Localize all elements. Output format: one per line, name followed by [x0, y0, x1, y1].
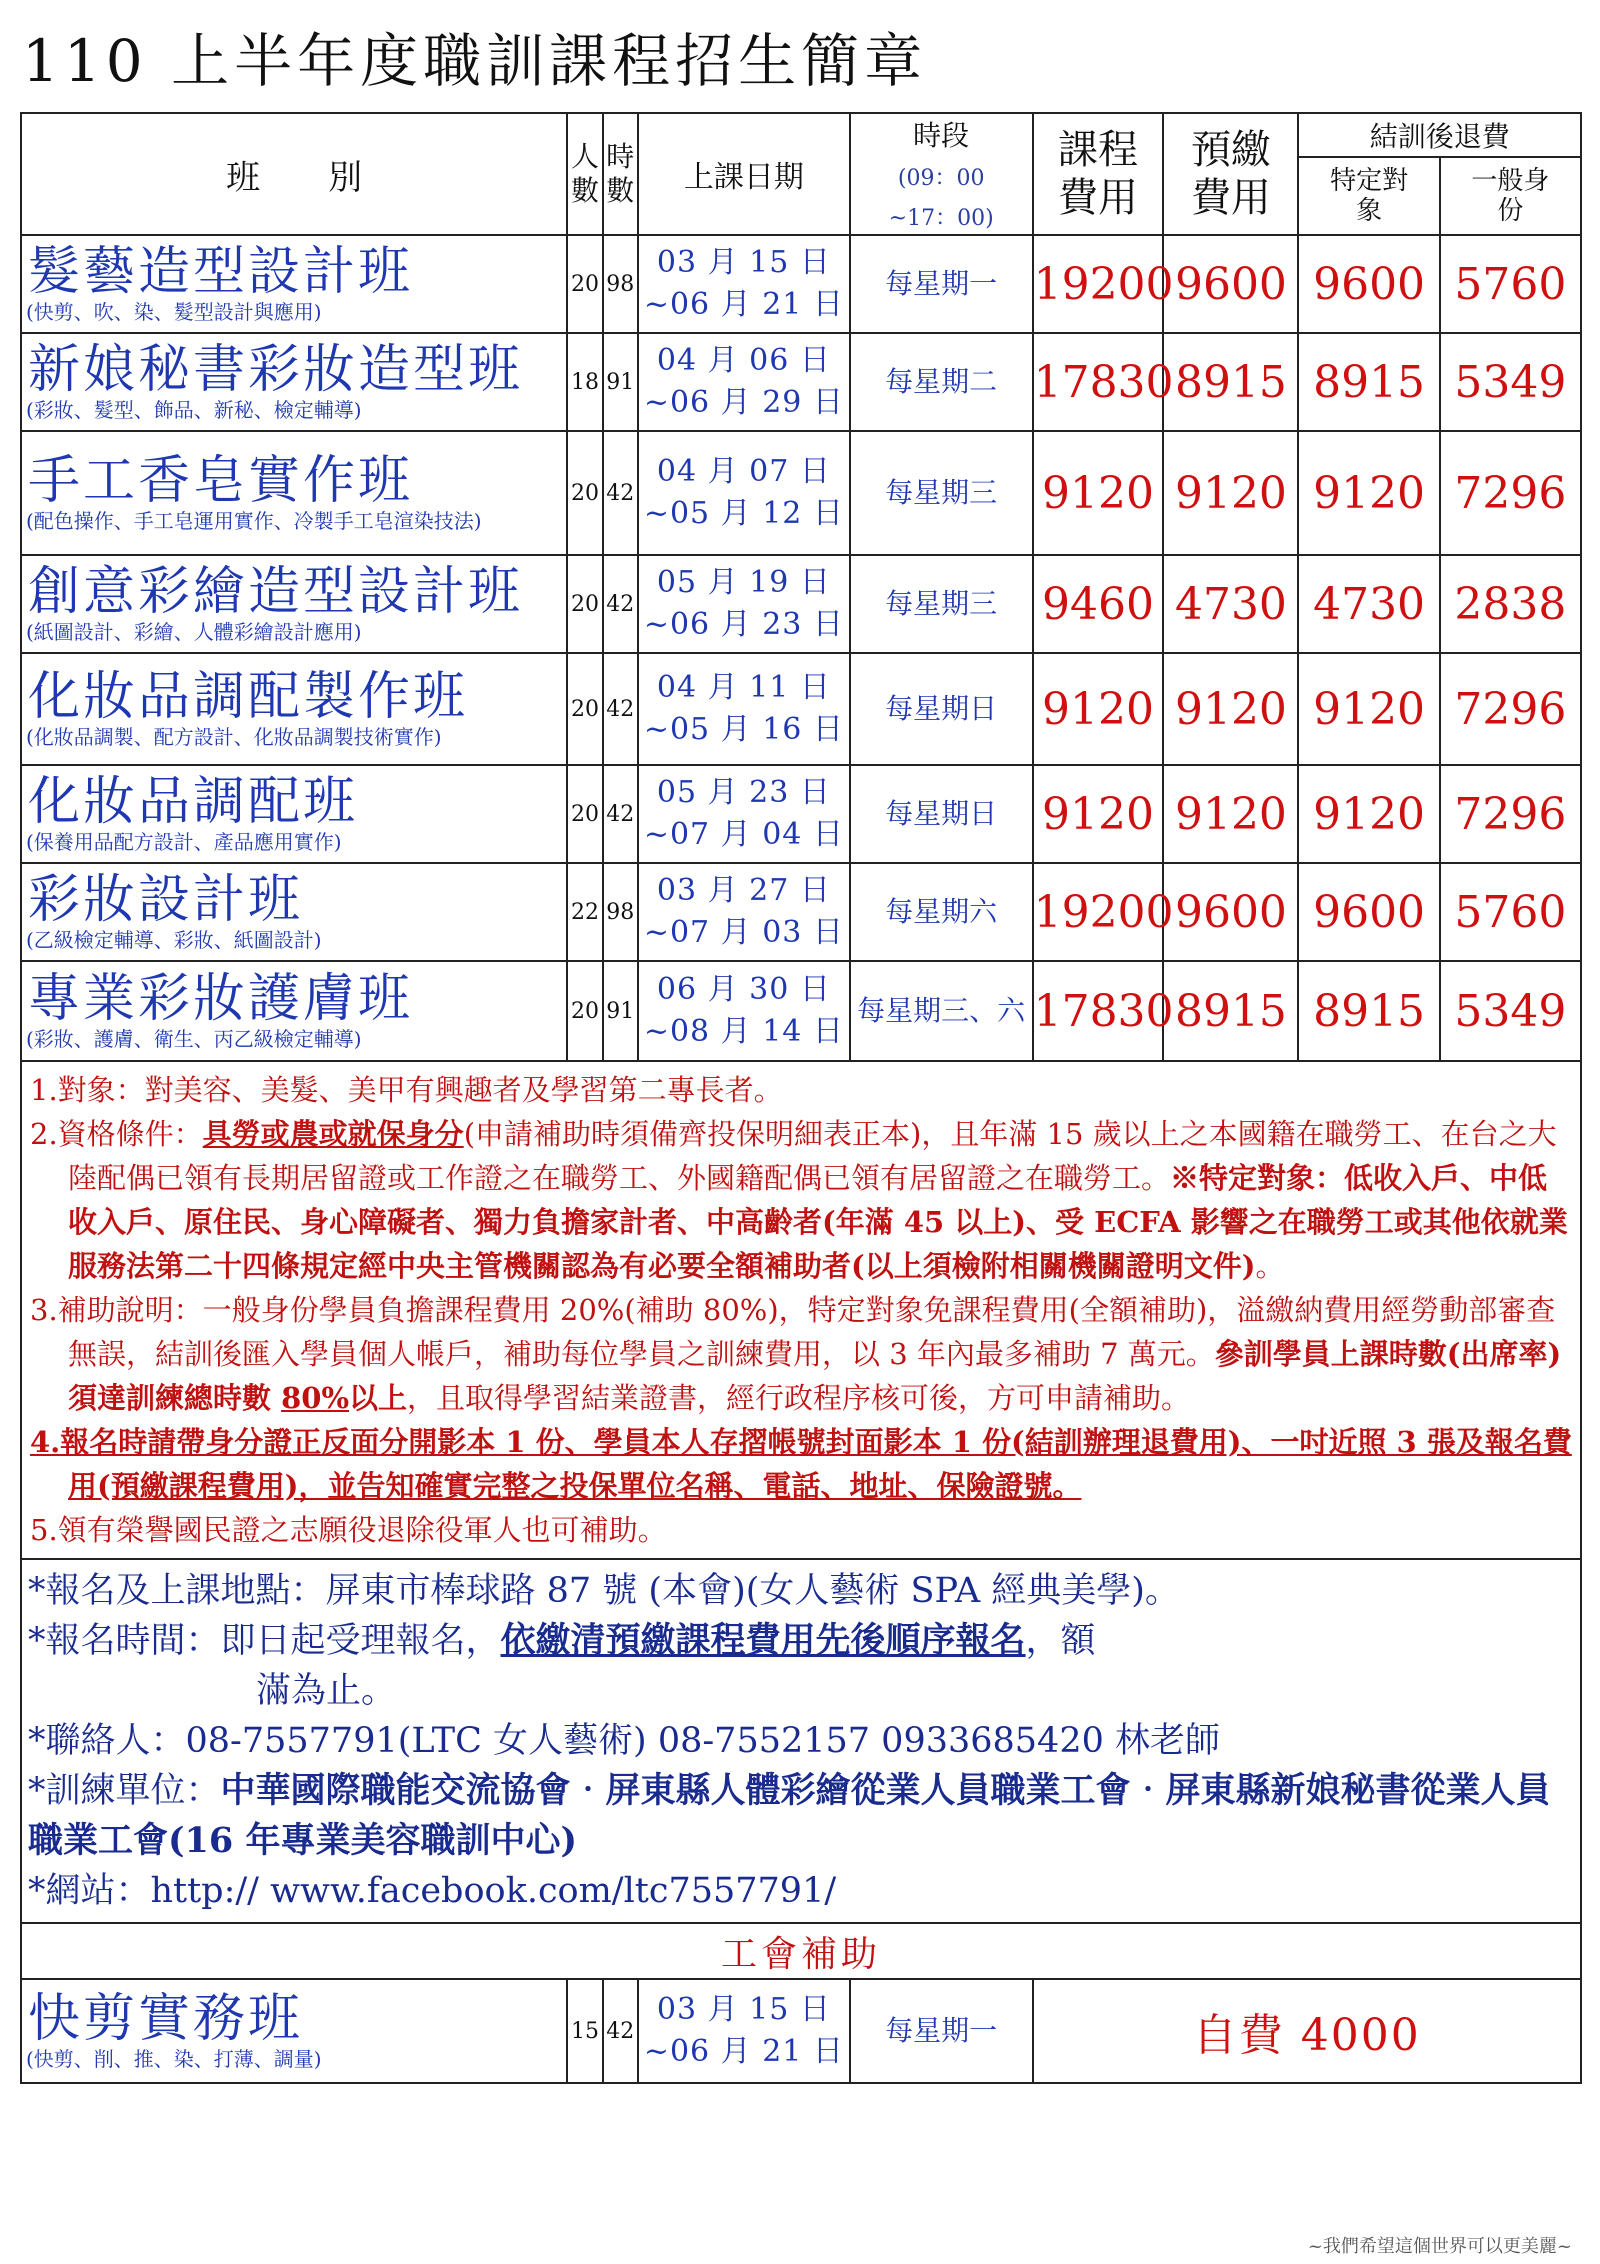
table-row — [21, 765, 1581, 863]
course-refund-general: 7296 — [1440, 653, 1581, 765]
course-people: 20 — [567, 961, 602, 1061]
header-date: 上課日期 — [638, 113, 850, 235]
course-fee: 9120 — [1033, 431, 1164, 555]
note-2: 2.資格條件：具勞或農或就保身分(申請補助時須備齊投保明細表正本)，且年滿 15 歲以上之本國籍在職勞工、在台之大陸配偶已領有長期居留證或工作證之在職勞工、外國籍配偶已領有居留證之在職勞工。※特定對象：低收入戶、中低收入戶、原住民、身心障礙者、獨力負擔家計者、中高齡者(年滿 45 以上)、受 ECFA 影響之在職勞工或其他依就業服務法第二十四條規定經中央主管機關認為有必要全額補助者(以上須檢附相關機關證明文件)。 — [30, 1117, 1568, 1283]
page-title: 110 上半年度職訓課程招生簡章 — [22, 27, 928, 95]
note-3: 3.補助說明：一般身份學員負擔課程費用 20%(補助 80%)，特定對象免課程費用(全額補助)，溢繳納費用經勞動部審查無誤，結訓後匯入學員個人帳戶，補助每位學員之訓練費用，以 3 年內最多補助 7 萬元。參訓學員上課時數(出席率)須達訓練總時數 80%以上，且取得學習結業證書，經行政程序核可後，方可申請補助。 — [30, 1293, 1562, 1415]
course-people: 15 — [567, 1979, 602, 2083]
note-5: 5.領有榮譽國民證之志願役退除役軍人也可補助。 — [30, 1513, 667, 1547]
course-fee: 9460 — [1033, 555, 1164, 653]
table-row — [21, 961, 1581, 1061]
table-row — [21, 863, 1581, 961]
course-refund-general: 2838 — [1440, 555, 1581, 653]
table-row — [21, 555, 1581, 653]
course-dates: 03 月 15 日 ~06 月 21 日 — [638, 235, 850, 333]
course-refund-general: 5760 — [1440, 235, 1581, 333]
course-refund-special: 4730 — [1298, 555, 1439, 653]
header-prepay: 預繳 費用 — [1163, 113, 1298, 235]
course-fee: 9120 — [1033, 653, 1164, 765]
course-desc: (配色操作、手工皂運用實作、冷製手工皂渲染技法) — [26, 509, 482, 533]
course-hours: 91 — [603, 333, 638, 431]
course-dates: 06 月 30 日 ~08 月 14 日 — [638, 961, 850, 1061]
course-slot: 每星期三、六 — [850, 961, 1033, 1061]
course-slot: 每星期日 — [850, 765, 1033, 863]
header-refund-special: 特定對 象 — [1298, 157, 1439, 235]
info-unit: *訓練單位：中華國際職能交流協會‧屏東縣人體彩繪從業人員職業工會‧屏東縣新娘秘書從業人員職業工會(16 年專業美容職訓中心) — [28, 1770, 1551, 1861]
header-time-slot: 時段 (09：00 ~17：00) — [850, 113, 1033, 235]
course-desc: (彩妝、護膚、衛生、丙乙級檢定輔導) — [26, 1027, 362, 1051]
union-course-row — [21, 1979, 1581, 2083]
info-time-cont: 滿為止。 — [256, 1671, 397, 1711]
table-row — [21, 431, 1581, 555]
course-refund-special: 9120 — [1298, 431, 1439, 555]
course-dates: 03 月 27 日 ~07 月 03 日 — [638, 863, 850, 961]
course-name: 創意彩繪造型設計班 — [28, 562, 524, 622]
course-name: 手工香皂實作班 — [28, 451, 414, 511]
course-slot: 每星期三 — [850, 555, 1033, 653]
course-desc: (快剪、削、推、染、打薄、調量) — [26, 2047, 322, 2071]
info-section — [21, 1559, 1581, 1923]
course-prepay: 8915 — [1163, 961, 1298, 1061]
course-people: 20 — [567, 431, 602, 555]
course-fee: 17830 — [1033, 961, 1164, 1061]
course-desc: (保養用品配方設計、產品應用實作) — [26, 830, 342, 854]
course-people: 20 — [567, 235, 602, 333]
course-hours: 91 — [603, 961, 638, 1061]
course-fee: 17830 — [1033, 333, 1164, 431]
course-slot: 每星期六 — [850, 863, 1033, 961]
course-slot: 每星期三 — [850, 431, 1033, 555]
course-prepay: 9120 — [1163, 653, 1298, 765]
course-dates: 03 月 15 日 ~06 月 21 日 — [638, 1979, 850, 2083]
course-prepay: 9120 — [1163, 431, 1298, 555]
course-hours: 42 — [603, 1979, 638, 2083]
header-class: 班 別 — [21, 113, 567, 235]
course-desc: (乙級檢定輔導、彩妝、紙圖設計) — [26, 928, 322, 952]
course-desc: (紙圖設計、彩繪、人體彩繪設計應用) — [26, 620, 362, 644]
course-refund-general: 5760 — [1440, 863, 1581, 961]
union-heading: 工會補助 — [21, 1923, 1581, 1979]
self-pay-fee: 自費 4000 — [1033, 1979, 1581, 2083]
course-people: 20 — [567, 653, 602, 765]
course-refund-general: 5349 — [1440, 961, 1581, 1061]
course-dates: 04 月 11 日 ~05 月 16 日 — [638, 653, 850, 765]
header-course-fee: 課程 費用 — [1033, 113, 1164, 235]
course-people: 20 — [567, 765, 602, 863]
course-fee: 19200 — [1033, 863, 1164, 961]
course-fee: 19200 — [1033, 235, 1164, 333]
course-hours: 42 — [603, 653, 638, 765]
course-people: 20 — [567, 555, 602, 653]
course-people: 22 — [567, 863, 602, 961]
course-slot: 每星期日 — [850, 653, 1033, 765]
course-refund-special: 9600 — [1298, 235, 1439, 333]
course-table — [20, 112, 1582, 2084]
course-fee: 9120 — [1033, 765, 1164, 863]
header-refund-general: 一般身 份 — [1440, 157, 1581, 235]
info-website[interactable]: *網站：http:// www.facebook.com/ltc7557791/ — [28, 1871, 837, 1911]
header-hours: 時 數 — [603, 113, 638, 235]
course-name: 髮藝造型設計班 — [28, 242, 414, 302]
course-hours: 42 — [603, 431, 638, 555]
course-slot: 每星期一 — [850, 235, 1033, 333]
course-dates: 04 月 06 日 ~06 月 29 日 — [638, 333, 850, 431]
course-refund-special: 9120 — [1298, 653, 1439, 765]
footer-slogan: ~我們希望這個世界可以更美麗~ — [1307, 2236, 1572, 2257]
table-row — [21, 653, 1581, 765]
info-location: *報名及上課地點：屏東市棒球路 87 號 (本會)(女人藝術 SPA 經典美學)。 — [28, 1571, 1180, 1611]
course-name: 新娘秘書彩妝造型班 — [28, 340, 524, 400]
course-name: 專業彩妝護膚班 — [28, 969, 414, 1029]
course-desc: (彩妝、髮型、飾品、新秘、檢定輔導) — [26, 398, 362, 422]
course-name: 化妝品調配班 — [28, 772, 359, 832]
course-name: 化妝品調配製作班 — [28, 667, 469, 727]
course-dates: 05 月 23 日 ~07 月 04 日 — [638, 765, 850, 863]
table-row — [21, 235, 1581, 333]
course-refund-general: 7296 — [1440, 765, 1581, 863]
course-refund-general: 5349 — [1440, 333, 1581, 431]
course-prepay: 4730 — [1163, 555, 1298, 653]
info-contact: *聯絡人：08-7557791(LTC 女人藝術) 08-7552157 0933685420 林老師 — [28, 1721, 1220, 1761]
header-refund: 結訓後退費 — [1298, 113, 1581, 157]
course-prepay: 9600 — [1163, 863, 1298, 961]
note-1: 1.對象：對美容、美髮、美甲有興趣者及學習第二專長者。 — [30, 1073, 783, 1107]
info-row — [21, 1559, 1581, 1923]
course-slot: 每星期二 — [850, 333, 1033, 431]
course-slot: 每星期一 — [850, 1979, 1033, 2083]
table-row — [21, 333, 1581, 431]
course-refund-general: 7296 — [1440, 431, 1581, 555]
course-desc: (化妝品調製、配方設計、化妝品調製技術實作) — [26, 725, 442, 749]
note-4: 4.報名時請帶身分證正反面分開影本 1 份、學員本人存摺帳號封面影本 1 份(結訓辦理退費用)、一吋近照 3 張及報名費用(預繳課程費用)，並告知確實完整之投保單位名稱、電話、地址、保險證號。 — [30, 1425, 1572, 1503]
notes-row — [21, 1061, 1581, 1559]
course-refund-special: 8915 — [1298, 961, 1439, 1061]
course-prepay: 9600 — [1163, 235, 1298, 333]
course-name: 快剪實務班 — [28, 1989, 304, 2049]
header-people: 人 數 — [567, 113, 602, 235]
course-hours: 42 — [603, 555, 638, 653]
union-heading-row — [21, 1923, 1581, 1979]
course-dates: 04 月 07 日 ~05 月 12 日 — [638, 431, 850, 555]
course-prepay: 8915 — [1163, 333, 1298, 431]
course-refund-special: 8915 — [1298, 333, 1439, 431]
course-refund-special: 9600 — [1298, 863, 1439, 961]
course-hours: 98 — [603, 863, 638, 961]
course-prepay: 9120 — [1163, 765, 1298, 863]
course-refund-special: 9120 — [1298, 765, 1439, 863]
course-dates: 05 月 19 日 ~06 月 23 日 — [638, 555, 850, 653]
course-people: 18 — [567, 333, 602, 431]
course-name: 彩妝設計班 — [28, 870, 304, 930]
info-time: *報名時間：即日起受理報名，依繳清預繳課程費用先後順序報名，額 — [28, 1620, 1096, 1661]
course-hours: 98 — [603, 235, 638, 333]
course-hours: 42 — [603, 765, 638, 863]
course-desc: (快剪、吹、染、髮型設計與應用) — [26, 300, 322, 324]
notes-section — [21, 1061, 1581, 1559]
